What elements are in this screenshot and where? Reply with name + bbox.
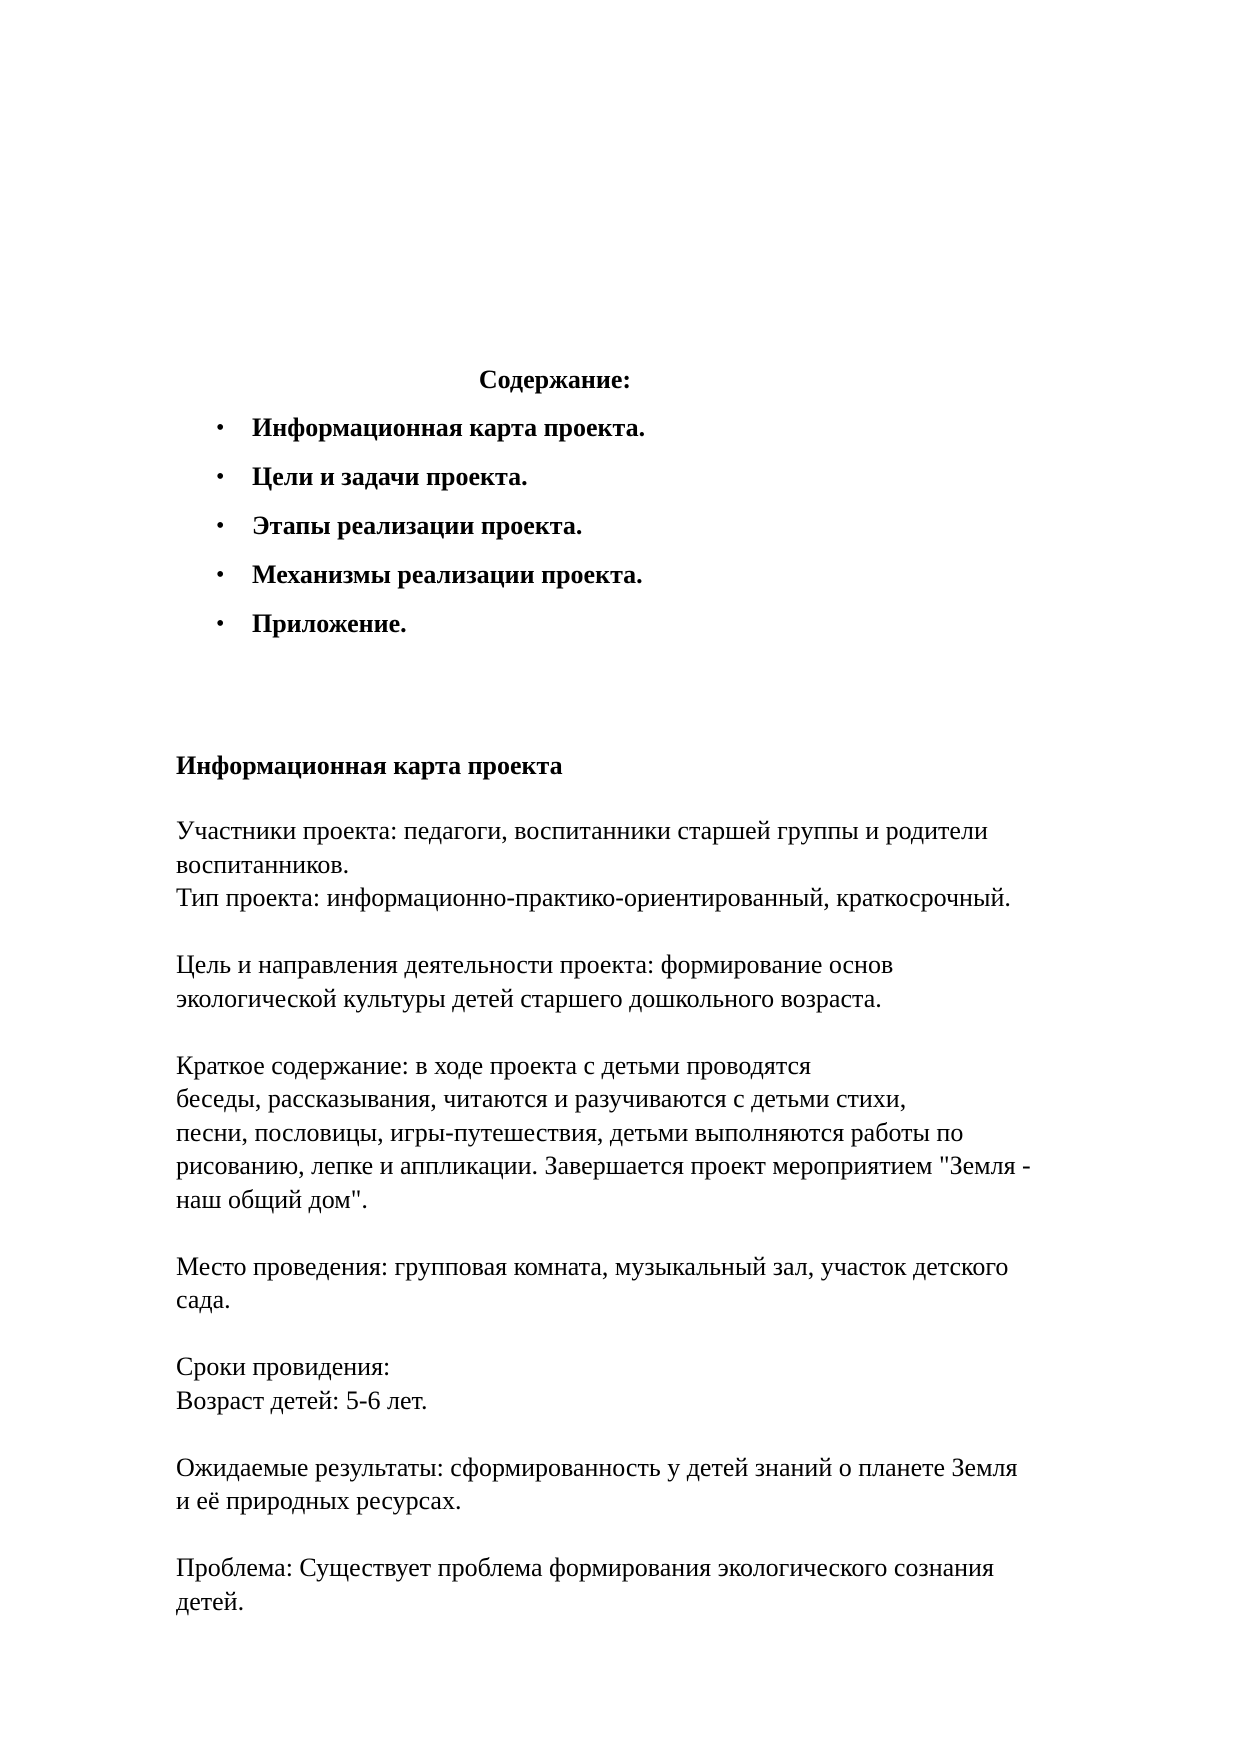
section-title: Информационная карта проекта <box>176 751 563 780</box>
toc-item-label: Приложение. <box>252 609 407 638</box>
text-line: Ожидаемые результаты: сформированность у детей знаний о планете Земля <box>176 1452 1018 1482</box>
text-line: Место проведения: групповая комната, музыкальный зал, участок детского <box>176 1251 1009 1281</box>
toc-item-label: Механизмы реализации проекта. <box>252 560 643 589</box>
text-line: беседы, рассказывания, читаются и разучиваются с детьми стихи, <box>176 1084 907 1113</box>
bullet-icon: • <box>216 562 225 588</box>
toc-item-label: Информационная карта проекта. <box>252 413 646 442</box>
text-line: Возраст детей: 5-6 лет. <box>176 1385 428 1415</box>
text-line: Цель и направления деятельности проекта: формирование основ <box>176 950 894 979</box>
text-line: Участники проекта: педагоги, воспитанники старшей группы и родители <box>176 816 988 845</box>
participants-paragraph <box>176 814 1166 915</box>
bullet-icon: • <box>216 611 225 637</box>
text-line: песни, пословицы, игры-путешествия, детьми выполняются работы по <box>176 1117 964 1147</box>
expected-results-paragraph <box>176 1451 1166 1518</box>
location-paragraph <box>176 1250 1166 1317</box>
toc-item-label: Этапы реализации проекта. <box>252 511 583 540</box>
info-card-section <box>176 748 1166 1652</box>
toc-item-label: Цели и задачи проекта. <box>252 462 528 491</box>
goal-paragraph <box>176 948 1166 1015</box>
bullet-icon: • <box>216 513 225 539</box>
text-line: экологической культуры детей старшего дошкольного возраста. <box>176 983 882 1013</box>
text-line: наш общий дом". <box>176 1184 368 1214</box>
text-line: сада. <box>176 1285 231 1314</box>
text-line: воспитанников. <box>176 849 350 879</box>
text-line: Тип проекта: информационно-практико-ориентированный, краткосрочный. <box>176 883 1011 912</box>
summary-paragraph <box>176 1049 1166 1217</box>
bullet-icon: • <box>216 415 225 441</box>
text-line: Сроки провидения: <box>176 1352 391 1381</box>
text-line: и её природных ресурсах. <box>176 1486 462 1515</box>
text-line: Проблема: Существует проблема формирования экологического сознания <box>176 1553 994 1582</box>
bullet-icon: • <box>216 464 225 490</box>
text-line: рисованию, лепке и аппликации. Завершается проект мероприятием "Земля - <box>176 1151 1031 1180</box>
text-line: Краткое содержание: в ходе проекта с детьми проводятся <box>176 1050 812 1080</box>
toc-title: Содержание: <box>478 365 632 394</box>
text-line: детей. <box>176 1586 245 1616</box>
dates-age-paragraph <box>176 1350 1166 1417</box>
problem-paragraph <box>176 1551 1166 1618</box>
